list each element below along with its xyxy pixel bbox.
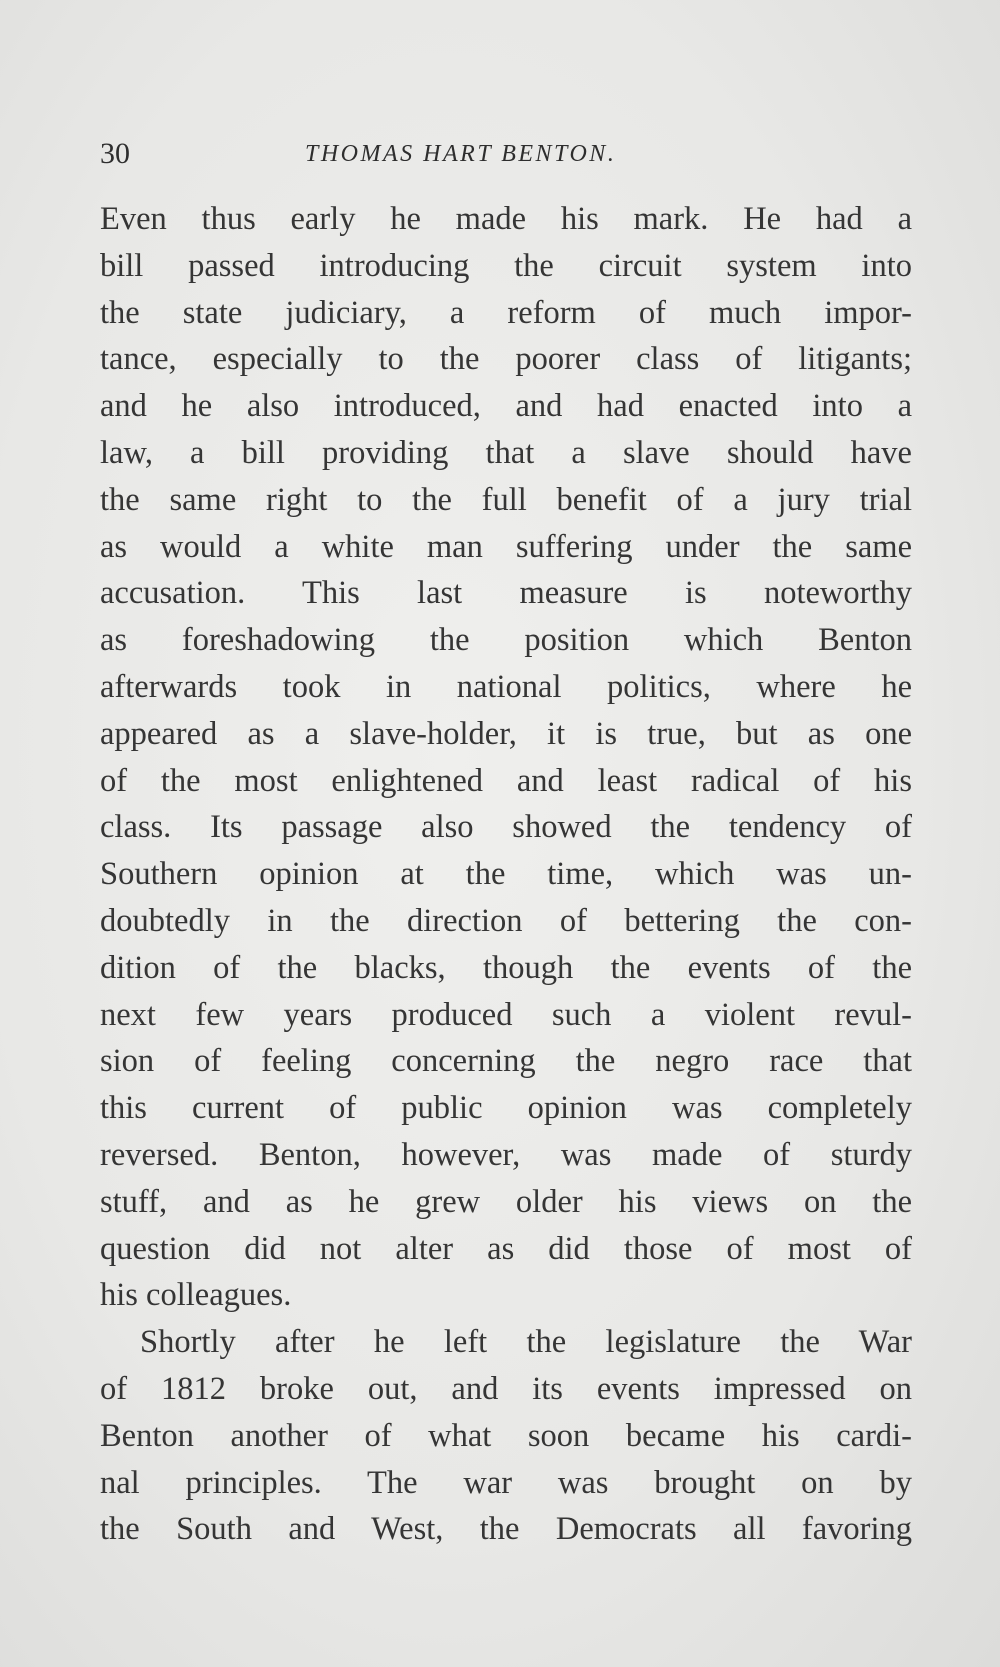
paragraph-1 bbox=[100, 196, 912, 1319]
text-line: the same right to the full benefit of a jury trial bbox=[100, 481, 912, 518]
text-line: question did not alter as did those of most of bbox=[100, 1230, 912, 1267]
text-line: the South and West, the Democrats all favoring bbox=[100, 1511, 912, 1548]
text-line: of the most enlightened and least radical of his bbox=[100, 762, 912, 799]
text-line: and he also introduced, and had enacted into a bbox=[100, 388, 912, 425]
text-line: doubtedly in the direction of bettering the con- bbox=[100, 902, 912, 939]
text-line: Southern opinion at the time, which was un- bbox=[100, 856, 912, 893]
text-line: this current of public opinion was completely bbox=[100, 1090, 912, 1127]
text-line: appeared as a slave-holder, it is true, but as one bbox=[100, 715, 912, 752]
body-text bbox=[100, 196, 912, 1553]
text-line: dition of the blacks, though the events of the bbox=[100, 949, 912, 986]
text-line: Benton another of what soon became his cardi- bbox=[100, 1417, 912, 1454]
text-line: Shortly after he left the legislature the War bbox=[140, 1324, 912, 1361]
paragraph-2 bbox=[100, 1319, 912, 1553]
text-line: accusation. This last measure is noteworthy bbox=[100, 575, 912, 612]
running-title: THOMAS HART BENTON. bbox=[305, 141, 617, 167]
text-line: nal principles. The war was brought on by bbox=[100, 1464, 912, 1501]
page-number: 30 bbox=[100, 137, 130, 170]
text-line: Even thus early he made his mark. He had a bbox=[100, 201, 912, 237]
text-line: afterwards took in national politics, where he bbox=[100, 668, 912, 705]
text-line: stuff, and as he grew older his views on the bbox=[100, 1183, 912, 1220]
text-line: as would a white man suffering under the same bbox=[100, 528, 912, 565]
text-line: reversed. Benton, however, was made of sturdy bbox=[100, 1136, 912, 1173]
text-line: law, a bill providing that a slave should have bbox=[100, 434, 912, 471]
text-line: next few years produced such a violent revul- bbox=[100, 996, 912, 1033]
page-header bbox=[100, 132, 912, 176]
text-line: of 1812 broke out, and its events impressed on bbox=[100, 1370, 912, 1407]
text-line: tance, especially to the poorer class of litigants; bbox=[100, 341, 912, 378]
text-line: bill passed introducing the circuit system into bbox=[100, 247, 912, 284]
text-line: the state judiciary, a reform of much impor- bbox=[100, 294, 912, 331]
text-line: as foreshadowing the position which Benton bbox=[100, 622, 912, 659]
text-line: sion of feeling concerning the negro race that bbox=[100, 1043, 912, 1080]
text-line: his colleagues. bbox=[100, 1277, 292, 1314]
text-line: class. Its passage also showed the tendency of bbox=[100, 809, 912, 846]
